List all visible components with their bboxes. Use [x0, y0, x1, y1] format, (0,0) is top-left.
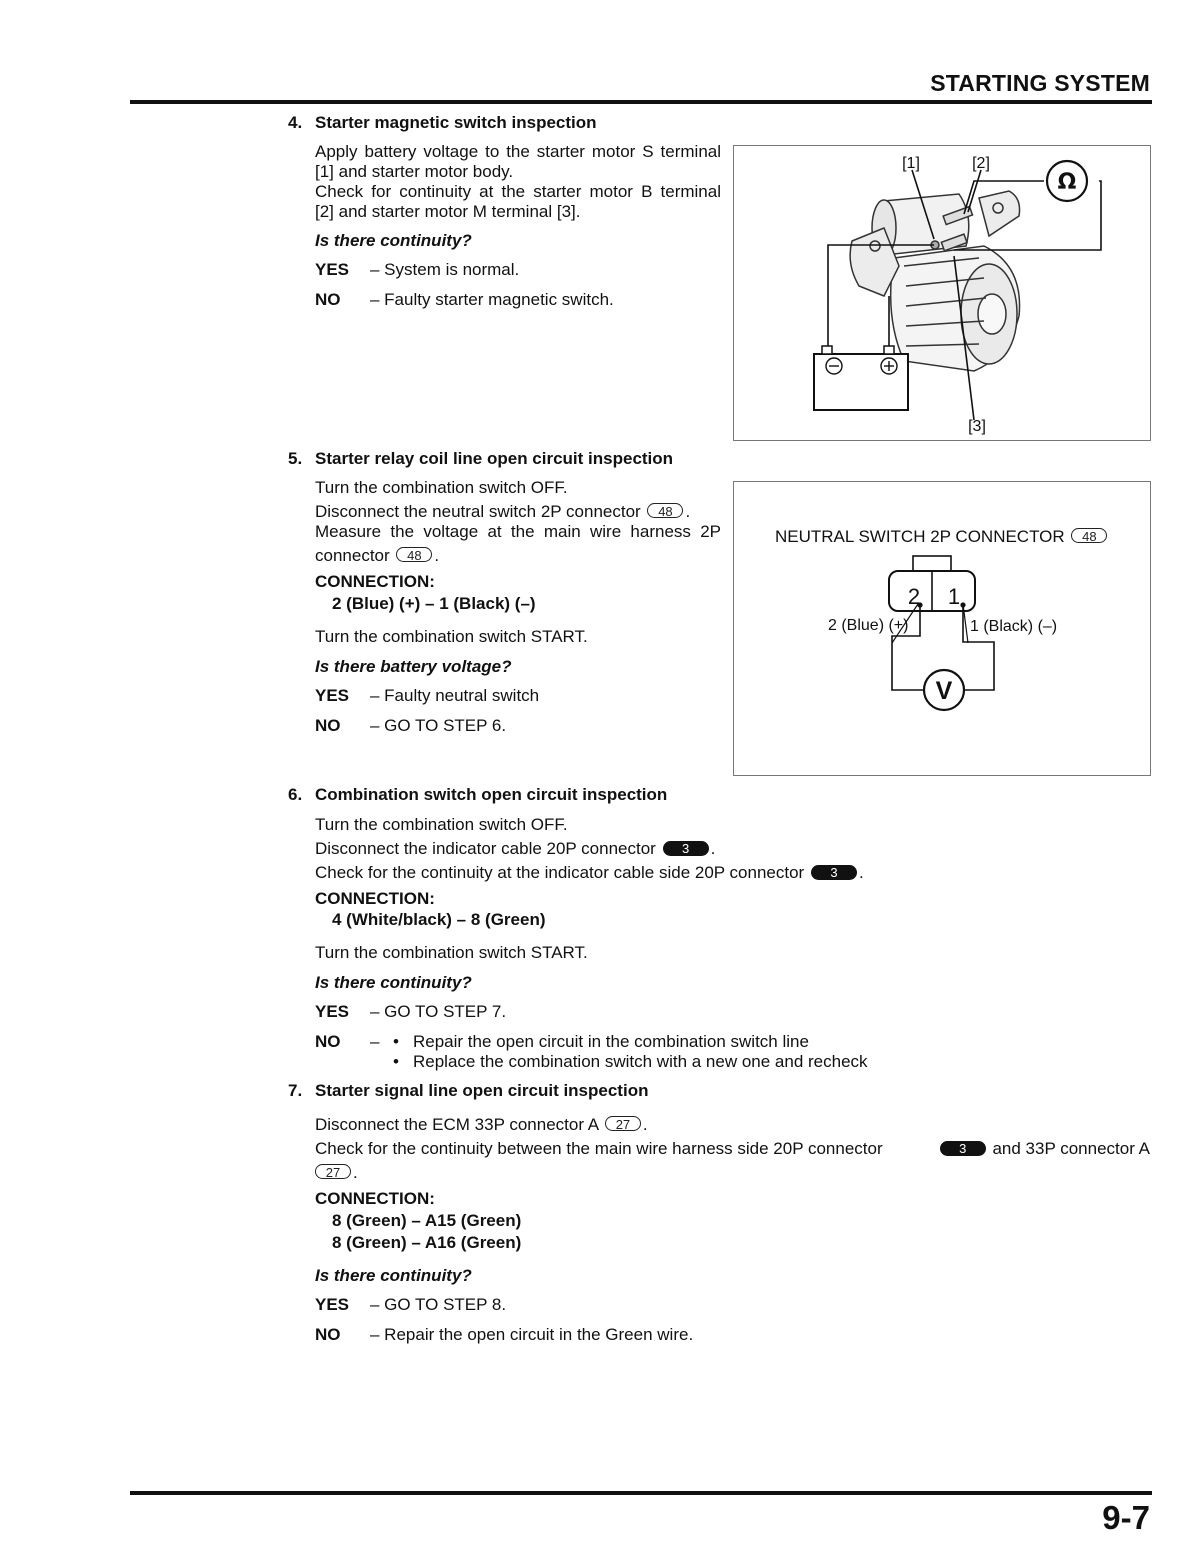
- step5-line4: [315, 546, 439, 566]
- step4-yes-label: YES: [315, 260, 350, 279]
- step7-line1-text: Disconnect the ECM 33P connector A: [315, 1115, 599, 1134]
- step6-no-label: NO: [315, 1032, 341, 1051]
- list-item: • Repair the open circuit in the combination switch line: [393, 1032, 809, 1051]
- step5-line4-end: .: [434, 546, 440, 565]
- step6-heading: [288, 785, 667, 805]
- voltmeter-symbol: V: [935, 677, 953, 705]
- step5-line2: [315, 502, 690, 522]
- step7-line2: [315, 1139, 1150, 1159]
- connector-badge-27: 27: [605, 1116, 641, 1131]
- step6-line2-text: Disconnect the indicator cable 20P connector: [315, 839, 656, 858]
- step7-no-label: NO: [315, 1325, 341, 1344]
- step7-title: Starter signal line open circuit inspection: [315, 1081, 649, 1100]
- step7-yes-text: – GO TO STEP 8.: [370, 1295, 507, 1314]
- step7-line3: [315, 1163, 358, 1183]
- step5-yes-text: – Faulty neutral switch: [370, 686, 540, 705]
- step6-title: Combination switch open circuit inspection: [315, 785, 668, 804]
- step6-line4: Turn the combination switch START.: [315, 943, 588, 962]
- step4-no-label: NO: [315, 290, 341, 309]
- step6-connection-label: CONNECTION:: [315, 889, 435, 908]
- step5-connection-label: CONNECTION:: [315, 572, 435, 591]
- step4-line: Apply battery voltage to the starter motor S terminal: [315, 142, 721, 161]
- connector-badge-3: 3: [940, 1141, 986, 1156]
- step4-no-text: – Faulty starter magnetic switch.: [370, 290, 614, 309]
- connector-badge-48: 48: [396, 547, 432, 562]
- step7-line3-end: .: [353, 1163, 358, 1182]
- callout-label-1: [1]: [902, 155, 920, 172]
- step7-line1: [315, 1115, 648, 1135]
- battery-icon: [814, 346, 908, 410]
- ohm-symbol: Ω: [1057, 170, 1077, 195]
- step5-line4-text: connector: [315, 546, 390, 565]
- step6-line1: Turn the combination switch OFF.: [315, 815, 568, 834]
- step5-no-text: – GO TO STEP 6.: [370, 716, 507, 735]
- bullet-text: Replace the combination switch with a new one and recheck: [413, 1052, 868, 1071]
- connector-pin-1: 1: [947, 584, 961, 609]
- callout-label-3: [3]: [968, 418, 986, 435]
- starter-motor-figure: [733, 145, 1151, 441]
- step5-line5: Turn the combination switch START.: [315, 627, 588, 646]
- step5-number: 5.: [288, 449, 303, 468]
- connector-badge-3: 3: [663, 841, 709, 856]
- page-number: 9-7: [1102, 1499, 1150, 1536]
- step4-body: [315, 142, 721, 222]
- connector-badge-48: 48: [647, 503, 683, 518]
- figure-title-text: NEUTRAL SWITCH 2P CONNECTOR: [775, 527, 1065, 546]
- step4-question: Is there continuity?: [315, 231, 472, 250]
- step6-line3-text: Check for the continuity at the indicator cable side 20P connector: [315, 863, 805, 882]
- connector-badge-3: 3: [811, 865, 857, 880]
- step4-yes-text: – System is normal.: [370, 260, 520, 279]
- step6-line3-end: .: [858, 863, 864, 882]
- step5-line2-end: .: [685, 502, 691, 521]
- step4-number: 4.: [288, 113, 303, 132]
- step5-title: Starter relay coil line open circuit inspection: [315, 449, 674, 468]
- step7-yes-label: YES: [315, 1295, 350, 1314]
- step6-connection-value: 4 (White/black) – 8 (Green): [332, 910, 546, 929]
- step6-no-bullets: [393, 1032, 868, 1072]
- step6-line3: [315, 863, 864, 883]
- step5-no-label: NO: [315, 716, 341, 735]
- page-header-title: STARTING SYSTEM: [930, 70, 1150, 96]
- step6-no-dash: –: [370, 1032, 380, 1051]
- right-probe-label: 1 (Black) (–): [970, 618, 1058, 635]
- step5-line3: Measure the voltage at the main wire harness 2P: [315, 522, 721, 541]
- step5-connection-value: 2 (Blue) (+) – 1 (Black) (–): [332, 594, 536, 613]
- connector-pin-2: 2: [907, 584, 921, 609]
- left-probe-label: 2 (Blue) (+): [828, 617, 909, 634]
- step7-connection-values: [332, 1210, 521, 1254]
- connector-badge-27: 27: [315, 1164, 351, 1179]
- neutral-switch-figure: [733, 481, 1151, 776]
- step6-question: Is there continuity?: [315, 973, 472, 992]
- step6-line2-end: .: [710, 839, 716, 858]
- step4-title: Starter magnetic switch inspection: [315, 113, 597, 132]
- step5-heading: [288, 449, 673, 469]
- step7-connection-label: CONNECTION:: [315, 1189, 435, 1208]
- step4-heading: [288, 113, 597, 133]
- starter-motor-diagram: [734, 146, 1150, 440]
- footer-rule: [130, 1491, 1152, 1495]
- step4-line: Check for continuity at the starter motor B terminal: [315, 182, 721, 201]
- list-item: • Replace the combination switch with a new one and recheck: [393, 1052, 868, 1071]
- neutral-switch-diagram: [734, 482, 1150, 775]
- step7-question: Is there continuity?: [315, 1266, 472, 1285]
- connection-value: 8 (Green) – A15 (Green): [332, 1211, 522, 1230]
- step7-line2-text: Check for the continuity between the main wire harness side 20P connector: [315, 1139, 883, 1158]
- connection-value: 8 (Green) – A16 (Green): [332, 1233, 522, 1252]
- step5-line2-text: Disconnect the neutral switch 2P connector: [315, 502, 641, 521]
- step7-line2-end: and 33P connector A: [992, 1139, 1150, 1158]
- step4-line: [2] and starter motor M terminal [3].: [315, 202, 581, 221]
- step4-line: [1] and starter motor body.: [315, 162, 514, 181]
- step7-number: 7.: [288, 1081, 303, 1100]
- step7-no-text: – Repair the open circuit in the Green wire.: [370, 1325, 694, 1344]
- step6-yes-label: YES: [315, 1002, 350, 1021]
- step7-line1-end: .: [642, 1115, 648, 1134]
- connector-badge-48: 48: [1071, 528, 1107, 543]
- header-rule: [130, 100, 1152, 104]
- step7-heading: [288, 1081, 648, 1101]
- step5-question: Is there battery voltage?: [315, 657, 512, 676]
- step5-line1: Turn the combination switch OFF.: [315, 478, 568, 497]
- bullet-text: Repair the open circuit in the combination switch line: [413, 1032, 809, 1051]
- step5-yes-label: YES: [315, 686, 350, 705]
- callout-label-2: [2]: [972, 155, 990, 172]
- step6-number: 6.: [288, 785, 303, 804]
- step6-yes-text: – GO TO STEP 7.: [370, 1002, 507, 1021]
- step6-line2: [315, 839, 715, 859]
